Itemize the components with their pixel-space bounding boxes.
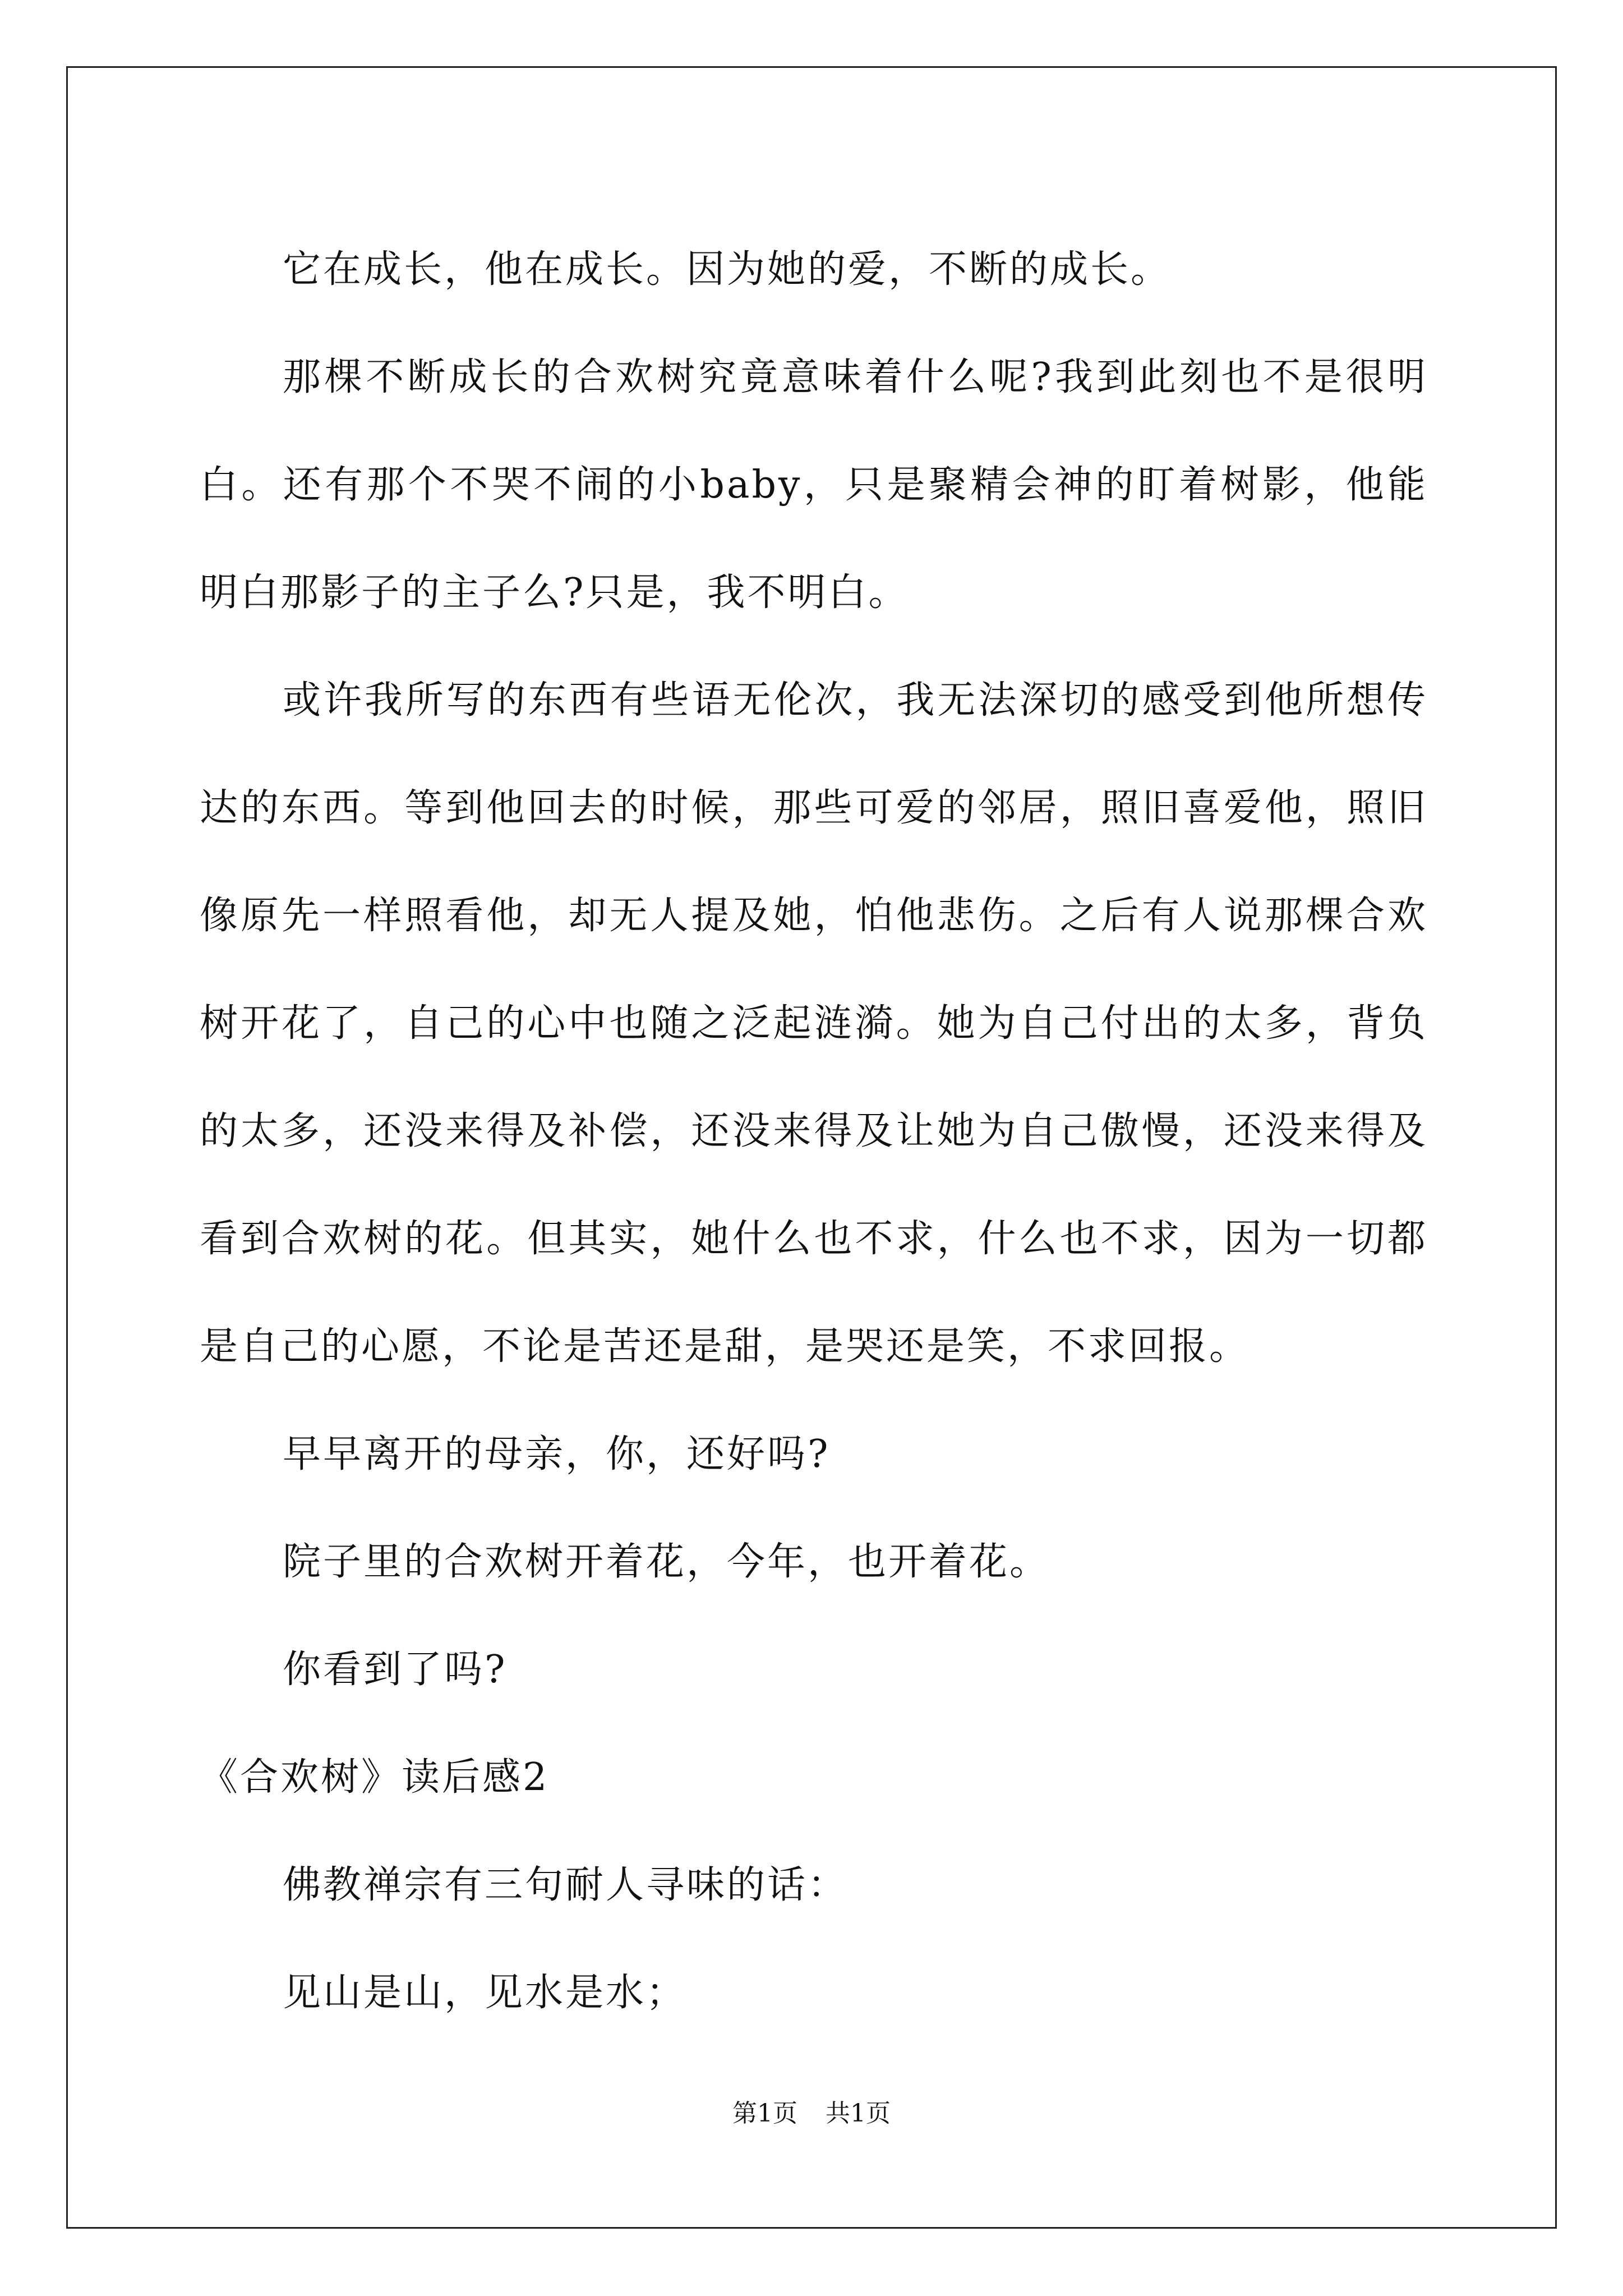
page-number-total: 共1页 — [826, 2099, 891, 2128]
paragraph: 早早离开的母亲，你，还好吗? — [283, 1432, 831, 1476]
paragraph: 见山是山，见水是水； — [283, 1971, 687, 2015]
document-body — [200, 216, 1428, 2047]
page-footer — [0, 2097, 1623, 2131]
paragraph: 你看到了吗? — [283, 1648, 508, 1692]
paragraph: 它在成长，他在成长。因为她的爱，不断的成长。 — [283, 247, 1172, 292]
paragraph: 佛教禅宗有三句耐人寻味的话： — [283, 1863, 849, 1907]
paragraph: 或许我所写的东西有些语无伦次，我无法深切的感受到他所想传达的东西。等到他回去的时候，那些可爱的邻居，照旧喜爱他，照旧像原先一样照看他，却无人提及她，怕他悲伤。之后有人说那棵合欢树开花了，自己的心中也随之泛起涟漪。她为自己付出的太多，背负的太多，还没来得及补偿，还没来得及让她为自己傲慢，还没来得及看到合欢树的花。但其实，她什么也不求，什么也不求，因为一切都是自己的心愿，不论是苦还是甜，是哭还是笑，不求回报。 — [200, 678, 1428, 1369]
paragraph: 院子里的合欢树开着花，今年，也开着花。 — [283, 1540, 1050, 1584]
paragraph: 那棵不断成长的合欢树究竟意味着什么呢?我到此刻也不是很明白。还有那个不哭不闹的小baby，只是聚精会神的盯着树影，他能明白那影子的主子么?只是，我不明白。 — [200, 355, 1428, 615]
page-number-current: 第1页 — [732, 2099, 797, 2128]
section-heading: 《合欢树》读后感2 — [200, 1755, 550, 1800]
